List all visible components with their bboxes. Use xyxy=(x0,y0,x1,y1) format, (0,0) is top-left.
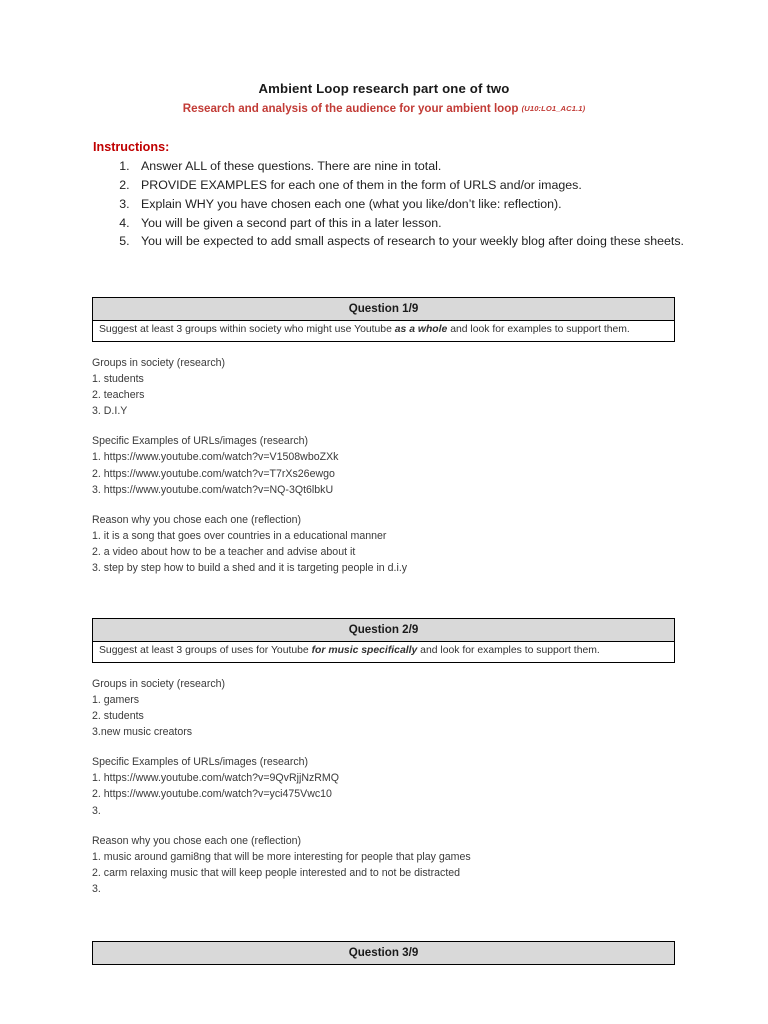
question-2-reason-item[interactable]: 2. carm relaxing music that will keep people interested and to not be distracted xyxy=(92,866,461,879)
question-2-prompt xyxy=(93,642,675,663)
table-row xyxy=(93,941,675,964)
question-1-answers xyxy=(92,342,692,576)
question-2-example-item[interactable]: 1. https://www.youtube.com/watch?v=9QvRjjNzRMQ xyxy=(92,772,339,785)
question-1-groups-group xyxy=(92,355,692,419)
question-2-example-item[interactable]: 2. https://www.youtube.com/watch?v=yci475Vwc10 xyxy=(92,788,332,801)
question-2-groups-label: Groups in society (research) xyxy=(92,677,226,690)
question-2-reason-item[interactable]: 3. xyxy=(92,882,101,895)
table-row xyxy=(93,619,675,642)
question-2-group-item[interactable]: 1. gamers xyxy=(92,693,140,706)
question-1-example-item[interactable]: 1. https://www.youtube.com/watch?v=V1508wboZXk xyxy=(92,451,339,464)
question-1-reason-item[interactable]: 2. a video about how to be a teacher and advise about it xyxy=(92,545,356,558)
question-2-prompt-part1: Suggest at least 3 groups of uses for Youtube xyxy=(99,645,312,657)
question-2-group-item[interactable]: 3.new music creators xyxy=(92,726,193,739)
question-2-example-item[interactable]: 3. xyxy=(92,804,101,817)
document-header xyxy=(0,0,768,116)
table-row xyxy=(93,298,675,321)
table-row xyxy=(93,321,675,342)
page-subtitle xyxy=(0,102,768,116)
question-1-example-item[interactable]: 2. https://www.youtube.com/watch?v=T7rXs26ewgo xyxy=(92,467,335,480)
page-subtitle-text: Research and analysis of the audience for your ambient loop xyxy=(182,101,519,115)
question-1-group-item[interactable]: 2. teachers xyxy=(92,389,145,402)
question-1-reasons-group xyxy=(92,512,692,576)
question-2-reason-item[interactable]: 1. music around gami8ng that will be more interesting for people that play games xyxy=(92,850,471,863)
assessment-criteria-code: (U10:LO1_AC1.1) xyxy=(521,103,586,113)
question-1-examples-group xyxy=(92,433,692,497)
question-1-prompt-part1: Suggest at least 3 groups within society who might use Youtube xyxy=(99,324,395,336)
question-1-example-item[interactable]: 3. https://www.youtube.com/watch?v=NQ-3Qt6lbkU xyxy=(92,483,334,496)
instructions-heading: Instructions: xyxy=(93,139,170,154)
question-1-prompt-part2: and look for examples to support them. xyxy=(447,324,630,336)
instruction-item: 5. You will be expected to add small aspects of research to your weekly blog after doing these sheets. xyxy=(133,232,688,251)
question-1-group-item[interactable]: 1. students xyxy=(92,373,144,386)
question-1-reason-item[interactable]: 3. step by step how to build a shed and it is targeting people in d.i.y xyxy=(92,562,408,574)
spacer xyxy=(0,251,768,297)
question-1-table xyxy=(92,297,675,342)
question-2-answers xyxy=(92,663,692,897)
question-1-reasons-label: Reason why you chose each one (reflection) xyxy=(92,513,302,526)
question-2-prompt-emphasis: for music specifically xyxy=(311,645,418,657)
question-2-header: Question 2/9 xyxy=(93,619,675,642)
question-2-groups-group xyxy=(92,676,692,740)
question-2-reasons-group xyxy=(92,833,692,897)
instruction-item: 3. Explain WHY you have chosen each one (what you like/don’t like: reflection). xyxy=(133,195,688,214)
question-3-table xyxy=(92,941,675,965)
question-1-group-item[interactable]: 3. D.I.Y xyxy=(92,405,128,418)
question-1-prompt xyxy=(93,321,675,342)
question-2-group-item[interactable]: 2. students xyxy=(92,710,144,723)
question-2-examples-label: Specific Examples of URLs/images (research) xyxy=(92,756,309,769)
instruction-item: 2. PROVIDE EXAMPLES for each one of them in the form of URLS and/or images. xyxy=(133,176,688,195)
question-2-reasons-label: Reason why you chose each one (reflection) xyxy=(92,834,302,847)
instruction-item: 1. Answer ALL of these questions. There are nine in total. xyxy=(133,157,688,176)
instructions-list xyxy=(93,157,688,251)
question-2-examples-group xyxy=(92,754,692,818)
instructions-section xyxy=(0,140,768,251)
spacer xyxy=(0,576,768,618)
question-1-prompt-emphasis: as a whole xyxy=(394,324,448,336)
table-row xyxy=(93,642,675,663)
question-2-table xyxy=(92,618,675,663)
instruction-item: 4. You will be given a second part of this in a later lesson. xyxy=(133,214,688,233)
question-3-header: Question 3/9 xyxy=(93,941,675,964)
question-1-reason-item[interactable]: 1. it is a song that goes over countries in a educational manner xyxy=(92,529,387,542)
question-2-prompt-part2: and look for examples to support them. xyxy=(417,645,600,657)
spacer xyxy=(0,897,768,941)
question-block-1 xyxy=(0,297,768,576)
page-title: Ambient Loop research part one of two xyxy=(258,81,510,96)
question-1-header: Question 1/9 xyxy=(93,298,675,321)
question-1-examples-label: Specific Examples of URLs/images (research) xyxy=(92,435,309,448)
question-1-groups-label: Groups in society (research) xyxy=(92,356,226,369)
question-block-2 xyxy=(0,618,768,897)
question-block-3 xyxy=(0,941,768,965)
